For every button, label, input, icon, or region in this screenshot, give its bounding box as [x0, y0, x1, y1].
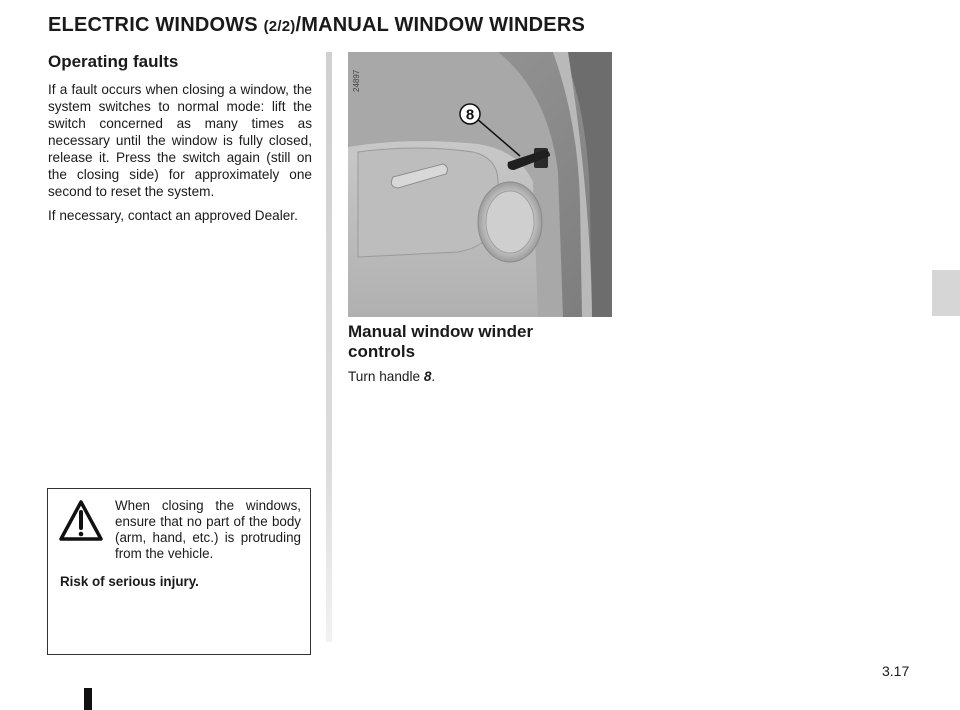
instruction-prefix: Turn handle: [348, 369, 424, 384]
page-title-rest: /MANUAL WINDOW WINDERS: [295, 14, 586, 36]
operating-faults-heading: Operating faults: [48, 52, 179, 71]
warning-text: When closing the windows, ensure that no part of the body (arm, hand, etc.) is protruding from the vehicle.: [115, 498, 301, 561]
page-title: [48, 14, 585, 37]
manual-winder-heading: Manual window winder controls: [348, 322, 534, 361]
figure-callout-8: 8: [465, 106, 475, 124]
warning-triangle-icon: [58, 499, 104, 543]
page-title-part: (2/2): [263, 18, 296, 35]
operating-faults-paragraph-1: If a fault occurs when closing a window, the system switches to normal mode: lift the switch concerned as many times as necessary until the window is fully closed, release it. Press the switch again (still on the closing side) for approximately one second to reset the system.: [48, 82, 312, 199]
operating-faults-text: [48, 81, 312, 231]
door-handle-photo: [348, 52, 612, 317]
manual-winder-instruction: [348, 368, 435, 385]
column-divider: [326, 52, 332, 642]
figure-code: 24897: [352, 69, 361, 92]
page-number: 3.17: [882, 663, 910, 679]
warning-box: [47, 488, 311, 655]
page-title-main: ELECTRIC WINDOWS: [48, 14, 264, 36]
instruction-suffix: .: [431, 369, 436, 384]
warning-emphasis: Risk of serious injury.: [60, 574, 199, 589]
operating-faults-paragraph-2: If necessary, contact an approved Dealer.: [48, 208, 298, 223]
chapter-tab: [932, 270, 960, 316]
instruction-handle-ref: 8: [423, 369, 432, 384]
bottom-marker: [84, 688, 92, 710]
